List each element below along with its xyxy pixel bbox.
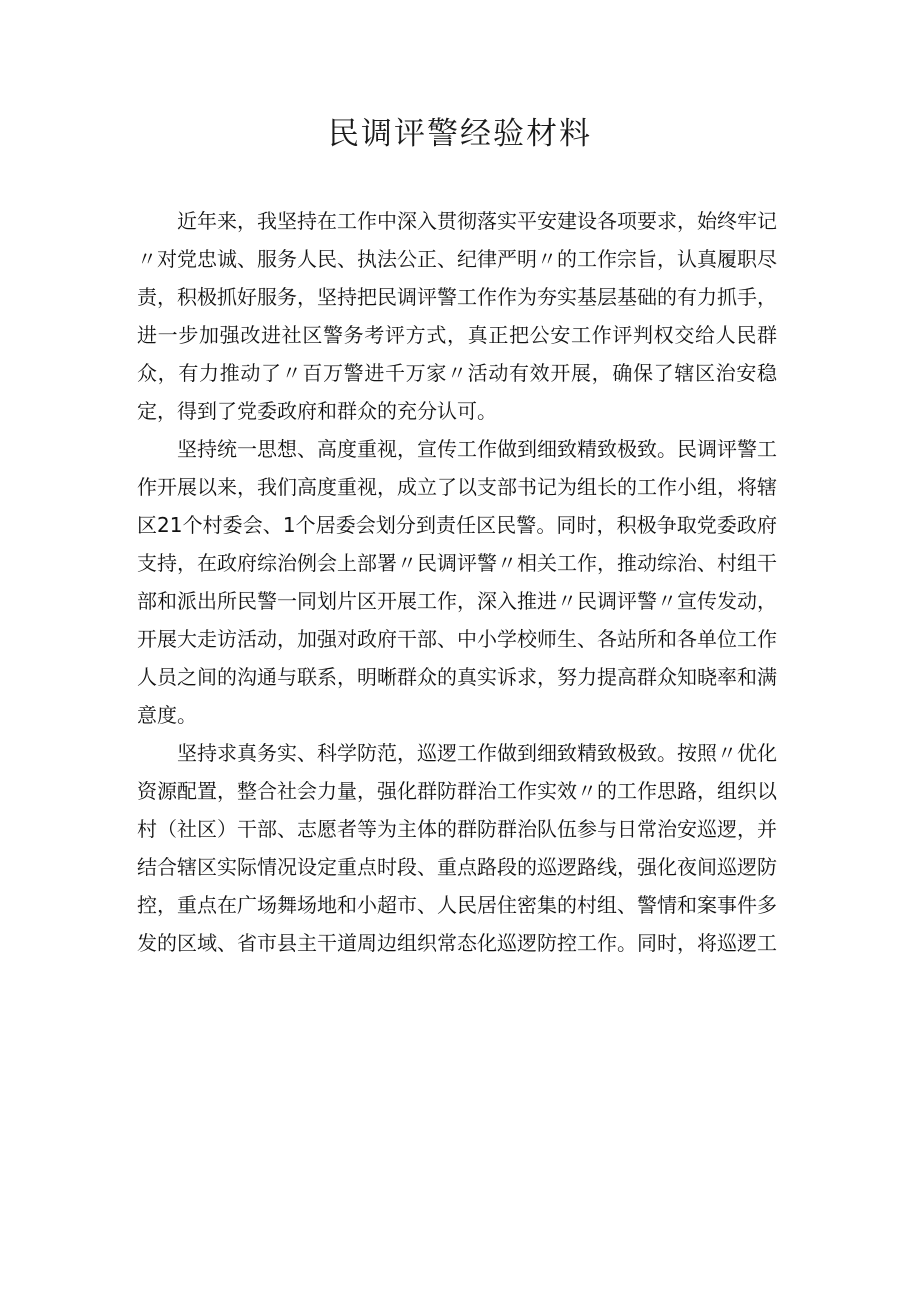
document-title: 民调评警经验材料 (328, 116, 592, 152)
paragraph-patrol: 坚持求真务实、科学防范，巡逻工作做到细致精致极致。按照〃优化资源配置，整合社会力量，强化群防群治工作实效〃的工作思路，组织以村（社区）干部、志愿者等为主体的群防群治队伍参与日常治安巡逻，并结合辖区实际情况设定重点时段、重点路段的巡逻路线，强化夜间巡逻防控，重点在广场舞场地和小超市、人民居住密集的村组、警情和案事件多发的区域、省市县主干道周边组织常态化巡逻防控工作。同时，将巡逻工 (137, 741, 777, 955)
paragraph-publicity: 坚持统一思想、高度重视，宣传工作做到细致精致极致。民调评警工作开展以来，我们高度重视，成立了以支部书记为组长的工作小组，将辖区21个村委会、1个居委会划分到责任区民警。同时，积极争取党委政府支持，在政府综治例会上部署〃民调评警〃相关工作，推动综治、村组干部和派出所民警一同划片区开展工作，深入推进〃民调评警〃宣传发动，开展大走访活动，加强对政府干部、中小学校师生、各站所和各单位工作人员之间的沟通与联系，明晰群众的真实诉求，努力提高群众知晓率和满意度。 (137, 437, 777, 727)
document-body (137, 202, 777, 962)
paragraph-intro: 近年来，我坚持在工作中深入贯彻落实平安建设各项要求，始终牢记〃对党忠诚、服务人民、执法公正、纪律严明〃的工作宗旨，认真履职尽责，积极抓好服务，坚持把民调评警工作作为夯实基层基础的有力抓手，进一步加强改进社区警务考评方式，真正把公安工作评判权交给人民群众，有力推动了〃百万警进千万家〃活动有效开展，确保了辖区治安稳定，得到了党委政府和群众的充分认可。 (137, 209, 777, 423)
